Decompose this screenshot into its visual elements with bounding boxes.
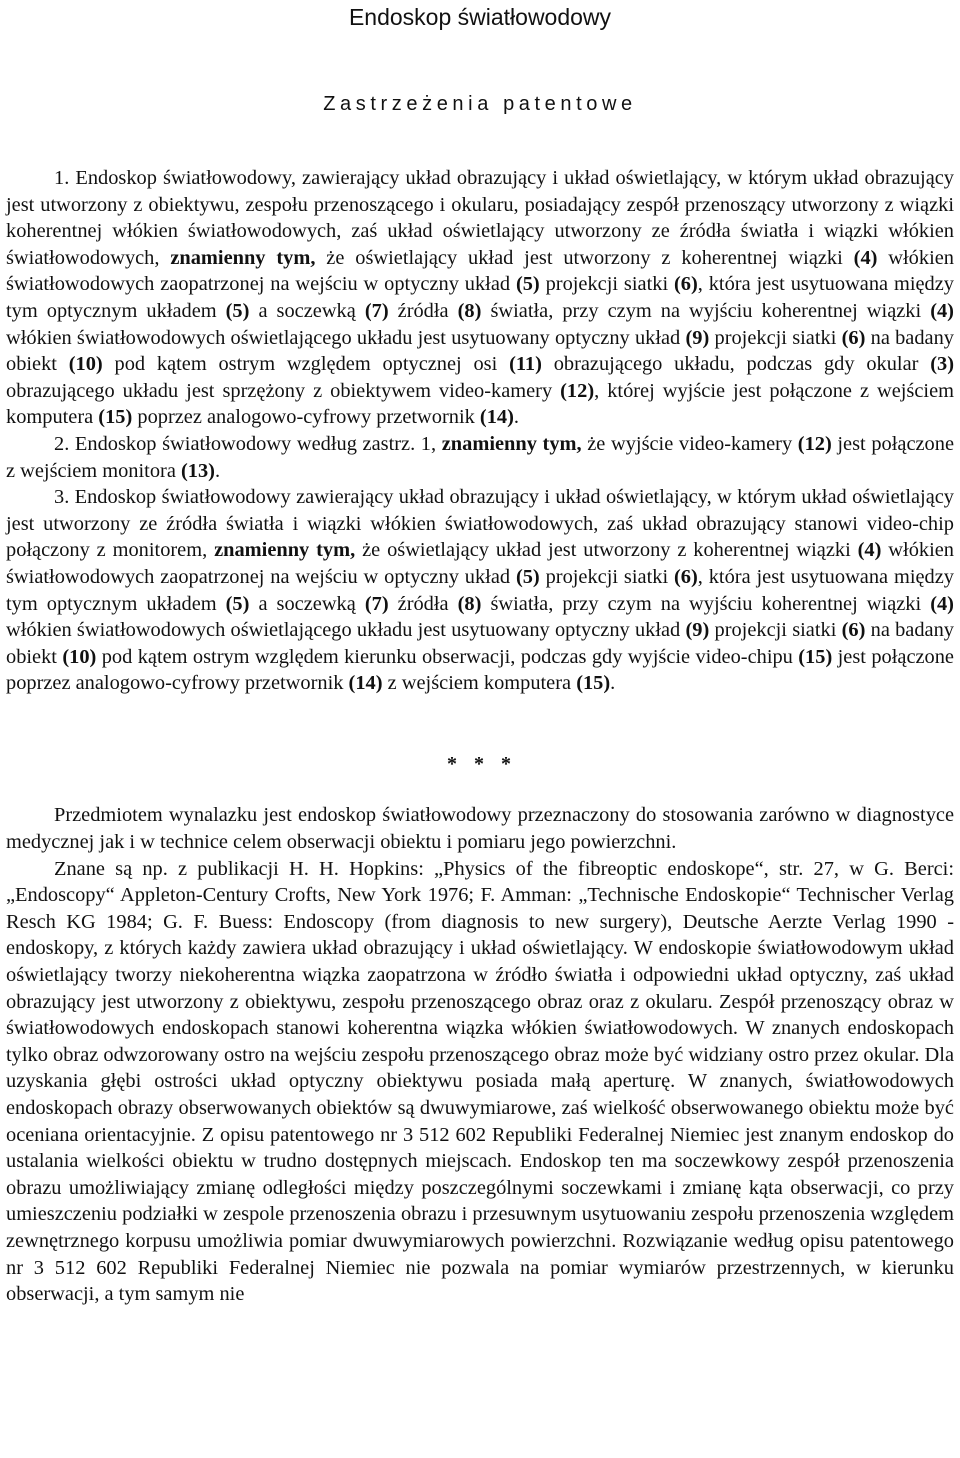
claim-emphasis: znamienny tym,	[441, 432, 582, 455]
claim-text: światła, przy czym na wyjściu koherentnej wiązki	[481, 299, 931, 322]
claim-emphasis: (4)	[853, 246, 878, 269]
claim-3	[6, 484, 954, 697]
claim-text: źródła	[388, 592, 458, 615]
claim-emphasis: (14)	[348, 672, 383, 695]
claim-emphasis: (9)	[685, 619, 710, 642]
claim-emphasis: (13)	[180, 459, 215, 482]
claim-text: .	[214, 459, 221, 482]
claim-emphasis: (4)	[930, 299, 954, 322]
claim-emphasis: (9)	[685, 326, 710, 349]
claim-text: jest połączone poprzez analogowo-cyfrowy przetwornik	[6, 645, 954, 695]
claim-emphasis: (6)	[841, 326, 866, 349]
claim-emphasis: (11)	[509, 353, 542, 376]
description-paragraph-1: Przedmiotem wynalazku jest endoskop światłowodowy przeznaczony do stosowania zarówno w diagnostyce medycznej jak i w technice celem obserwacji obiektu i pomiaru jego powierzchni.	[6, 804, 954, 854]
claim-emphasis: (8)	[457, 592, 482, 615]
claim-text: , która jest usytuowana między tym optycznym układem	[6, 565, 954, 615]
claim-text: .	[513, 406, 520, 429]
claim-emphasis: (6)	[673, 565, 698, 588]
claim-emphasis: (6)	[673, 273, 698, 296]
claim-text: projekcji siatki	[709, 326, 842, 349]
claim-text: projekcji siatki	[539, 565, 674, 588]
claim-emphasis: znamienny tym,	[170, 246, 316, 269]
claim-emphasis: (14)	[479, 406, 514, 429]
claim-emphasis: znamienny tym,	[214, 539, 356, 562]
claim-emphasis: (5)	[225, 299, 250, 322]
claim-text: że oświetlający układ jest utworzony z koherentnej wiązki	[355, 539, 858, 562]
claim-emphasis: (15)	[576, 672, 611, 695]
claim-text: 2. Endoskop światłowodowy według zastrz. 1,	[54, 432, 442, 455]
claim-text: źródła	[388, 299, 458, 322]
claim-text: na badany obiekt	[6, 326, 954, 376]
claim-text: włókien światłowodowych oświetlającego układu jest usytuowany optyczny układ	[6, 619, 686, 642]
claim-emphasis: (10)	[68, 353, 103, 376]
claim-emphasis: (3)	[930, 353, 954, 376]
claim-text: jest połączone z wejściem monitora	[6, 432, 954, 482]
claim-text: , której wyjście jest połączone z wejściem komputera	[6, 379, 954, 429]
description-section	[6, 802, 954, 1307]
claims-section	[6, 165, 954, 697]
claim-emphasis: (5)	[515, 273, 540, 296]
claim-emphasis: (4)	[857, 539, 882, 562]
claim-text: 1. Endoskop światłowodowy, zawierający układ obrazujący i układ oświetlający, w którym układ obrazujący jest utworzony z obiektywu, zespołu przenoszącego i okularu, posiadający zespół przenoszący utworzony z wiązki koherentnej włókien światłowodowych, zaś układ oświetlający utworzony ze źródła światła i wiązki włókien światłowodowych,	[6, 167, 954, 269]
claim-emphasis: (12)	[797, 432, 832, 455]
claim-text: że oświetlający układ jest utworzony z koherentnej wiązki	[315, 246, 854, 269]
section-separator: * * *	[447, 752, 517, 775]
claim-emphasis: (5)	[225, 592, 250, 615]
description-paragraph-2: Znane są np. z publikacji H. H. Hopkins: „Physics of the fibreoptic endoskope“, str. 27, w G. Berci: „Endoscopy“ Appleton-Century Crofts, New York 1976; F. Amman: „Technische Endoskopie“ Technischer Verlag Resch KG 1984; G. F. Buess: Endoscopy (from diagnosis to new surgery), Deutsche Aerzte Verlag 1990 - endoskopy, z których każdy zawiera układ obrazujący i układ oświetlający. W endoskopie światłowodowym układ oświetlający tworzy niekoherentna wiązka zaopatrzona w źródło światła i odpowiedni układ optyczny, zaś układ obrazujący jest utworzony z obiektywu, zespołu przenoszącego obraz oraz z okularu. Zespół przenoszący obraz w światłowodowych endoskopach stanowi koherentna wiązka włókien światłowodowych. W znanych endoskopach tylko obraz odwzorowany ostro na wejściu zespołu przenoszącego obraz może być widziany ostro przez okular. Dla uzyskania głębi ostrości układ optyczny obiektywu posiada małą aperturę. W znanych, światłowodowych endoskopach obrazy obserwowanych obiektów są dwuwymiarowe, zaś wielkość obserwowanego obiektu może być oceniana orientacyjnie. Z opisu patentowego nr 3 512 602 Republiki Federalnej Niemiec jest znanym endoskop do ustalania wielkości obiektu w trudno dostępnych miejscach. Endoskop ten ma soczewkowy zespół przenoszenia obrazu umożliwiający zmianę odległości między poszczególnymi soczewkami i zmianę kąta obserwacji, co przy umieszczeniu podziałki w zespole przenoszenia obrazu i przesuwnym usytuowaniu zespołu przenoszenia względem zewnętrznego korpusu umożliwia pomiar dwuwymiarowych powierzchni. Rozwiązanie według opisu patentowego nr 3 512 602 Republiki Federalnej Niemiec nie pozwala na pomiar wymiarów przestrzennych, w kierunku obserwacji, a tym samym nie	[6, 857, 954, 1306]
claim-emphasis: (8)	[457, 299, 482, 322]
claim-2	[6, 431, 954, 484]
claim-text: włókien światłowodowych oświetlającego układu jest usytuowany optyczny układ	[6, 326, 686, 349]
claim-text: 3. Endoskop światłowodowy zawierający układ obrazujący i układ oświetlający, w którym układ oświetlający jest utworzony ze źródła światła i wiązki włókien światłowodowych, zaś układ obrazujący stanowi video-chip połączony z monitorem,	[6, 486, 954, 562]
claim-text: obrazującego układu, podczas gdy okular	[541, 353, 931, 376]
claim-text: obrazującego układu jest sprzężony z obiektywem video-kamery	[6, 379, 561, 402]
claim-emphasis: (15)	[98, 406, 133, 429]
claim-emphasis: (7)	[364, 592, 389, 615]
claim-text: włókien światłowodowych zaopatrzonej na wejściu w optyczny układ	[6, 246, 954, 296]
claim-emphasis: (6)	[841, 619, 866, 642]
claim-text: , która jest usytuowana między tym optycznym układem	[6, 273, 954, 322]
claim-emphasis: (15)	[798, 645, 833, 668]
claim-emphasis: (10)	[62, 645, 97, 668]
document-title: Endoskop światłowodowy	[348, 4, 612, 30]
claim-text: z wejściem komputera	[382, 672, 577, 695]
claim-text: projekcji siatki	[539, 273, 674, 296]
claim-emphasis: (7)	[364, 299, 389, 322]
section-heading: Zastrzeżenia patentowe	[323, 93, 637, 115]
claim-text: że wyjście video-kamery	[581, 432, 798, 455]
claim-emphasis: (4)	[930, 592, 954, 615]
claim-text: pod kątem ostrym względem optycznej osi	[102, 353, 510, 376]
claim-text: a soczewką	[249, 299, 365, 322]
claim-emphasis: (12)	[560, 379, 595, 402]
claim-text: .	[610, 672, 616, 695]
claim-1	[6, 165, 954, 431]
claim-text: włókien światłowodowych zaopatrzonej na wejściu w optyczny układ	[6, 539, 954, 588]
claim-text: światła, przy czym na wyjściu koherentnej wiązki	[481, 592, 931, 615]
claim-emphasis: (5)	[515, 565, 540, 588]
claim-text: na badany obiekt	[6, 619, 954, 668]
claim-text: pod kątem ostrym względem kierunku obserwacji, podczas gdy wyjście video-chipu	[96, 645, 799, 668]
claim-text: a soczewką	[249, 592, 365, 615]
claim-text: poprzez analogowo-cyfrowy przetwornik	[132, 406, 480, 429]
claim-text: projekcji siatki	[709, 619, 842, 642]
